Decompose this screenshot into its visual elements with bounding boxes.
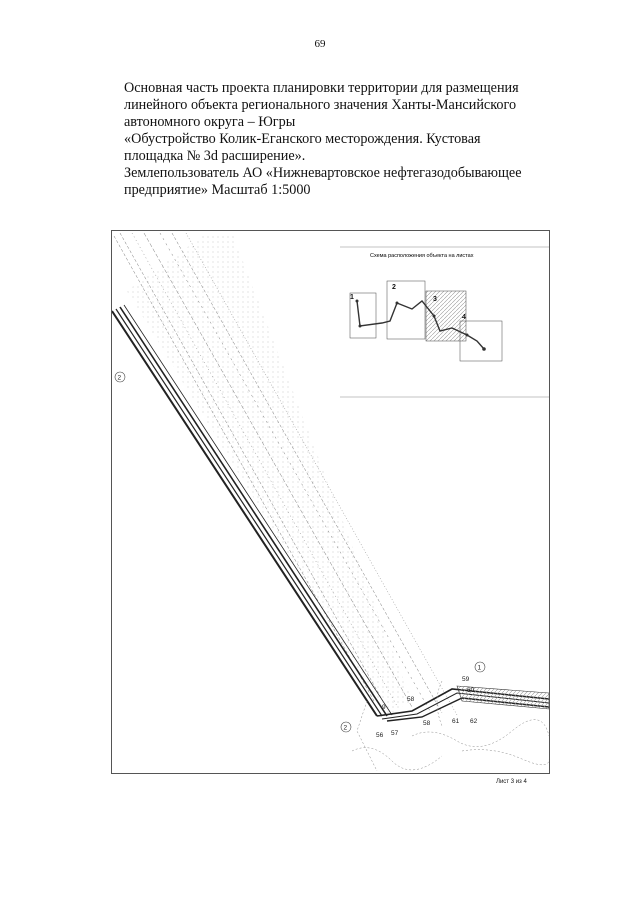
planning-map [111,230,550,774]
svg-text:2: 2 [343,724,348,732]
point-label: 58 [423,720,431,727]
point-label: 56 [376,732,384,739]
point-label: 62 [470,718,478,725]
map-drawing [112,231,549,773]
title-line-5: площадка № 3d расширение». [124,148,306,164]
point-label: 9 [382,704,386,711]
point-label: 58 [407,696,415,703]
sheet-number-label: Лист 3 из 4 [496,779,527,785]
inset-sheet-2: 2 [392,284,396,291]
point-label: 59 [462,676,470,683]
callout-right [475,662,485,672]
title-line-2: линейного объекта регионального значения Ханты-Мансийского [124,97,517,113]
point-label: 60 [467,687,475,694]
inset-sheet-4: 4 [462,314,466,321]
inset-sheet-3: 3 [433,296,437,303]
callout-bottom-left [341,722,351,732]
title-line-4: «Обустройство Колик-Еганского месторождения. Кустовая [124,131,481,147]
corridor-fill [127,233,412,716]
title-line-7: предприятие» Масштаб 1:5000 [124,182,311,198]
title-line-6: Землепользователь АО «Нижневартовское нефтегазодобывающее [124,165,522,181]
inset-sheet-1: 1 [350,294,354,301]
page-number: 69 [314,38,326,50]
svg-text:2: 2 [117,374,122,382]
inset-scheme [340,247,549,397]
svg-text:1: 1 [477,664,482,672]
point-label: 57 [391,730,399,737]
document-title [124,80,564,199]
point-label: 61 [452,718,460,725]
inset-title: Схема расположения объекта на листах [370,253,474,259]
callout-top-left [115,372,125,382]
title-line-3: автономного округа – Югры [124,114,296,130]
title-line-1: Основная часть проекта планировки территории для размещения [124,80,519,96]
